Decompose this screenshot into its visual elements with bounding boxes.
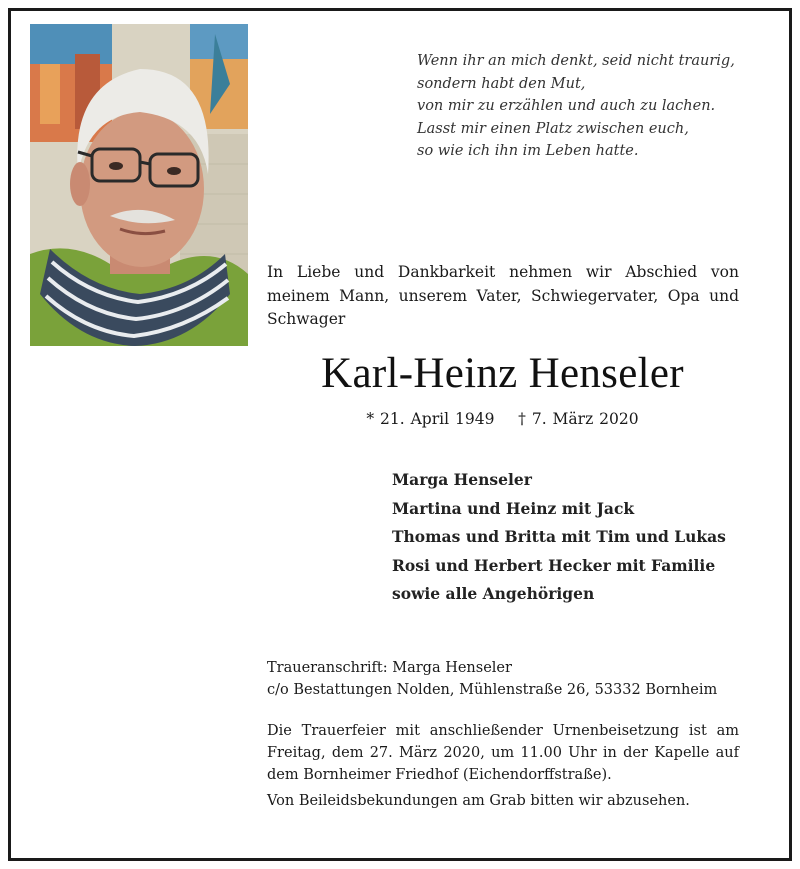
poem-line: sondern habt den Mut,	[417, 75, 586, 92]
death-date: † 7. März 2020	[518, 410, 639, 428]
poem-line: Wenn ihr an mich denkt, seid nicht traurig,	[417, 53, 735, 69]
address-line: Traueranschrift: Marga Henseler	[267, 660, 512, 676]
family-member: sowie alle Angehörigen	[392, 584, 595, 603]
mourning-address	[267, 657, 757, 701]
family-member: Martina und Heinz mit Jack	[392, 498, 635, 518]
family-member: Rosi und Herbert Hecker mit Familie	[392, 555, 716, 575]
farewell-intro: In Liebe und Dankbarkeit nehmen wir Abschied von meinem Mann, unserem Vater, Schwiegervater, Opa und Schwager	[267, 263, 739, 328]
condolence-note: Von Beileidsbekundungen am Grab bitten wir abzusehen.	[267, 793, 690, 809]
deceased-name: Karl-Heinz Henseler	[321, 350, 684, 397]
poem-line: von mir zu erzählen und auch zu lachen.	[417, 98, 716, 114]
family-list	[392, 466, 772, 609]
life-dates	[250, 408, 755, 430]
portrait-photo	[30, 24, 248, 346]
family-member: Thomas und Britta mit Tim und Lukas	[392, 527, 726, 546]
birth-date: * 21. April 1949	[366, 410, 495, 428]
poem	[417, 50, 757, 163]
ceremony-info: Die Trauerfeier mit anschließender Urnenbeisetzung ist am Freitag, dem 27. März 2020, um 11.00 Uhr in der Kapelle auf dem Bornheimer Friedhof (Eichendorffstraße).	[267, 723, 739, 783]
family-member: Marga Henseler	[392, 470, 532, 489]
address-line: c/o Bestattungen Nolden, Mühlenstraße 26, 53332 Bornheim	[267, 682, 718, 698]
poem-line: so wie ich ihn im Leben hatte.	[417, 143, 639, 159]
poem-line: Lasst mir einen Platz zwischen euch,	[417, 120, 689, 137]
